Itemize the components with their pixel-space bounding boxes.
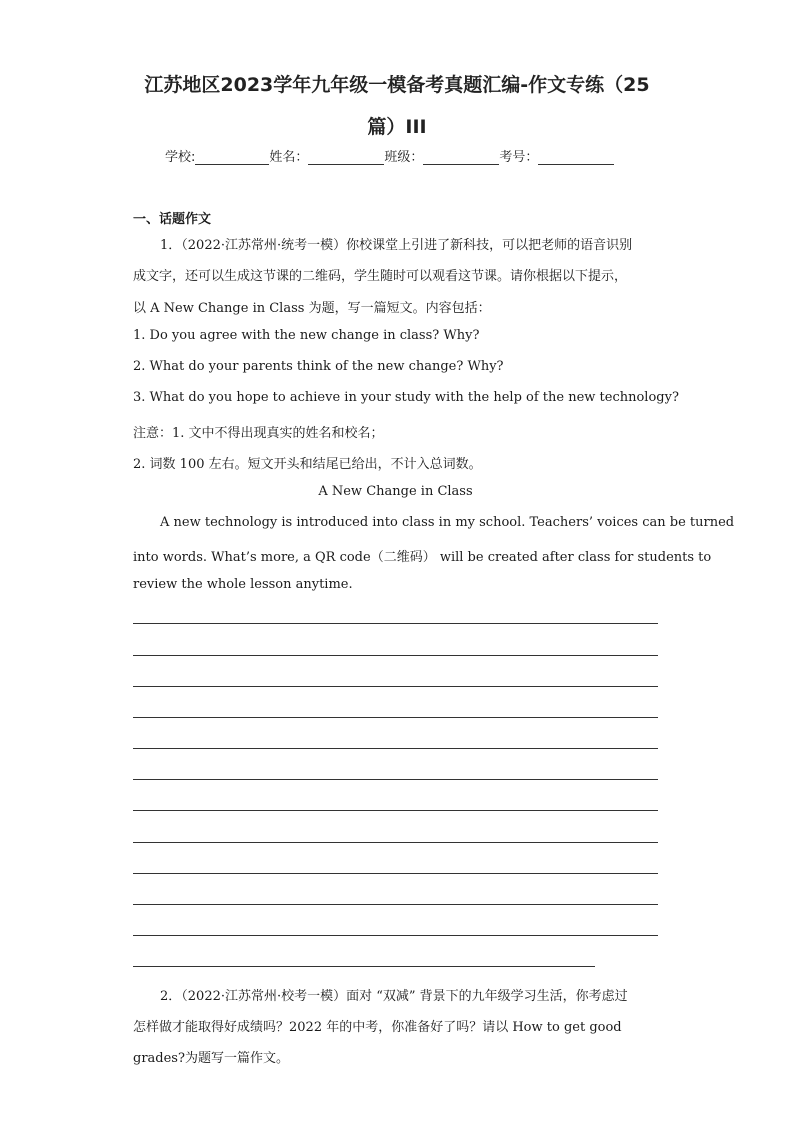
question-1-line-1: 1．（2022·江苏常州·统考一模）你校课堂上引进了新科技，可以把老师的语音识别 <box>160 238 633 253</box>
essay-opening-line-2: into words. What’s more, a QR code（二维码） will be created after class for students to <box>133 550 712 565</box>
student-info-row <box>165 146 614 165</box>
answer-line <box>133 686 658 687</box>
essay-opening-line-1: A new technology is introduced into class in my school. Teachers’ voices can be turned <box>160 515 735 530</box>
question-1-note-2: 2. 词数 100 左右。短文开头和结尾已给出，不计入总词数。 <box>133 457 482 472</box>
question-1-line-2: 成文字，还可以生成这节课的二维码，学生随时可以观看这节课。请你根据以下提示， <box>133 269 628 284</box>
answer-line <box>133 810 658 811</box>
essay-opening-line-3: review the whole lesson anytime. <box>133 577 353 592</box>
question-2-line-2: 怎样做才能取得好成绩吗？2022 年的中考，你准备好了吗？请以 How to get good <box>133 1020 622 1035</box>
answer-line <box>133 779 658 780</box>
name-label: 姓名： <box>269 150 309 165</box>
question-2-line-3: grades?为题写一篇作文。 <box>133 1051 289 1066</box>
answer-line <box>133 655 658 656</box>
question-2-line-1: 2．（2022·江苏常州·校考一模）面对 “双减” 背景下的九年级学习生活，你考虑过 <box>160 989 628 1004</box>
school-label: 学校: <box>165 150 196 165</box>
question-1-point-3: 3. What do you hope to achieve in your study with the help of the new technology? <box>133 390 679 405</box>
exam-number-label: 考号： <box>499 150 539 165</box>
class-label: 班级： <box>384 150 424 165</box>
question-1-note-1: 注意：1. 文中不得出现真实的姓名和校名； <box>133 426 384 441</box>
question-1-point-2: 2. What do your parents think of the new change? Why? <box>133 359 504 374</box>
answer-line-last <box>133 966 595 967</box>
exam-number-blank <box>538 151 614 165</box>
school-blank <box>195 151 269 165</box>
answer-line <box>133 873 658 874</box>
name-blank <box>308 151 384 165</box>
answer-line <box>133 748 658 749</box>
answer-line <box>133 623 658 624</box>
answer-line <box>133 904 658 905</box>
document-title-continued: 篇）III <box>367 116 427 138</box>
answer-line <box>133 842 658 843</box>
answer-line <box>133 717 658 718</box>
essay-title: A New Change in Class <box>318 484 473 499</box>
class-blank <box>423 151 499 165</box>
question-1-point-1: 1. Do you agree with the new change in class? Why? <box>133 328 480 343</box>
question-1-line-3: 以 A New Change in Class 为题，写一篇短文。内容包括： <box>133 301 491 316</box>
answer-line <box>133 935 658 936</box>
section-heading: 一、话题作文 <box>133 212 212 227</box>
document-title: 江苏地区2023学年九年级一模备考真题汇编-作文专练（25 <box>144 74 650 96</box>
